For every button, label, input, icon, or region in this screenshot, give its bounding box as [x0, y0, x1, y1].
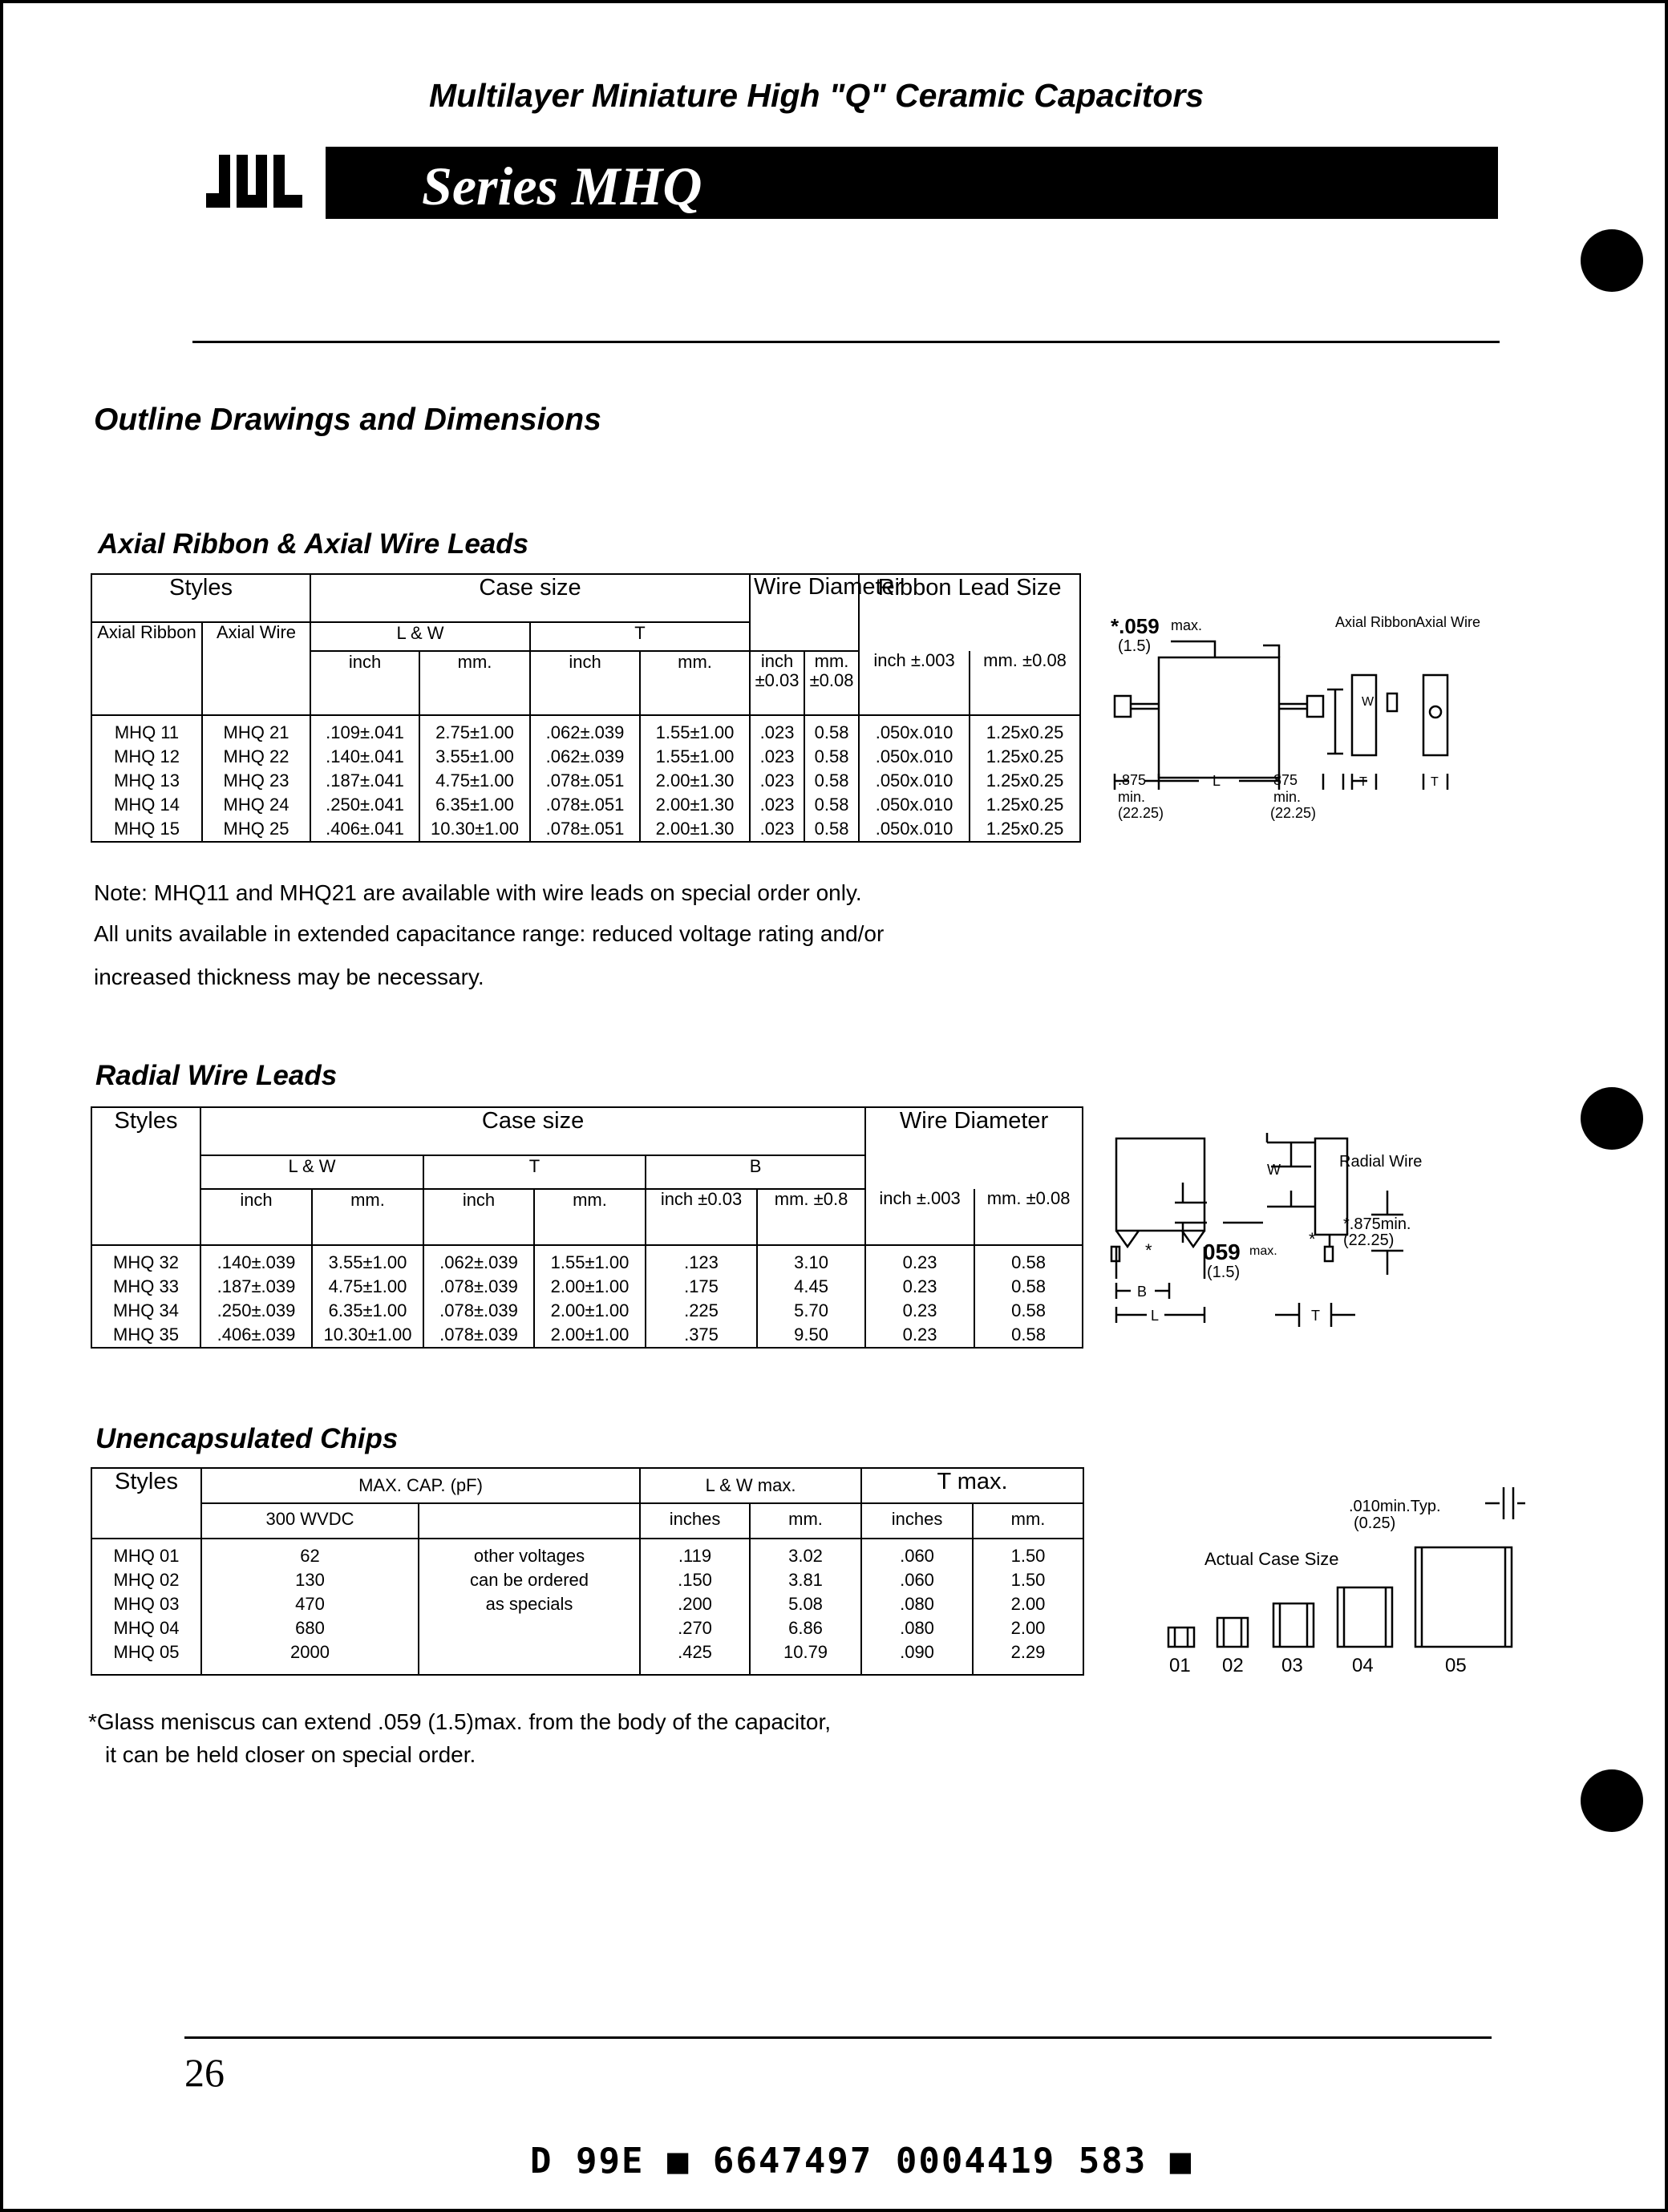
- lw-inch-col: [640, 1539, 750, 1675]
- rl-mm-header: mm. ±0.08: [970, 651, 1080, 715]
- min-typ-label: .010min.Typ.: [1349, 1498, 1441, 1515]
- actual-case-size-drawing: [1155, 1483, 1532, 1684]
- b-mm-header: mm. ±0.8: [757, 1189, 865, 1245]
- table-cell: .023: [759, 819, 795, 839]
- series-title: Series MHQ: [422, 156, 702, 216]
- table-cell: 10.30±1.00: [323, 1324, 412, 1345]
- table-cell: 10.30±1.00: [431, 819, 519, 839]
- lead-min-length: .875: [1118, 772, 1147, 788]
- table-cell: 1.25x0.25: [986, 819, 1064, 839]
- lead-mm-label-right: (22.25): [1270, 805, 1317, 821]
- capacitor-body-outline: [1159, 657, 1279, 778]
- table-cell: 0.23: [902, 1252, 937, 1272]
- lead-min-label-right: min.: [1273, 789, 1302, 805]
- table-cell: .187±.041: [326, 770, 404, 791]
- rl-inch-header: inch ±.003: [859, 651, 970, 715]
- table-cell: 2.00±1.00: [550, 1324, 630, 1345]
- table-cell: .150: [678, 1570, 712, 1590]
- table-cell: MHQ 14: [114, 795, 180, 815]
- table-cell: .062±.039: [439, 1252, 518, 1272]
- table-cell: .050x.010: [875, 770, 953, 791]
- lw-max-header: L & W max.: [640, 1468, 861, 1503]
- t-label: T: [1431, 775, 1439, 789]
- company-logo: [203, 147, 306, 219]
- case-outline-01: [1168, 1628, 1194, 1647]
- meniscus-dim: 059: [1203, 1239, 1241, 1264]
- table-cell: 2.00±1.30: [655, 770, 735, 791]
- actual-case-size-label: Actual Case Size: [1204, 1549, 1339, 1569]
- table-cell: 0.58: [814, 746, 849, 766]
- table-cell: MHQ 11: [114, 722, 180, 742]
- table-cell: .225: [684, 1300, 719, 1320]
- note-line: other voltages: [473, 1546, 585, 1566]
- table-cell: .250±.041: [326, 795, 404, 815]
- table-cell: .375: [684, 1324, 719, 1345]
- case-outline-05: [1415, 1547, 1512, 1647]
- table-cell: 62: [300, 1546, 320, 1566]
- wd-mm-header: mm. ±0.08: [974, 1189, 1083, 1245]
- radial-wire-label: Radial Wire: [1339, 1153, 1423, 1171]
- t-label: T: [1311, 1308, 1320, 1324]
- table-cell: MHQ 03: [113, 1594, 180, 1614]
- glass-meniscus-marker: *: [1309, 1229, 1316, 1249]
- radial-heading: Radial Wire Leads: [95, 1060, 338, 1091]
- wire-style-col: [202, 715, 310, 842]
- table-cell: 1.50: [1010, 1570, 1046, 1590]
- t-inch-header: inch: [530, 651, 640, 715]
- page-number: 26: [184, 2050, 225, 2095]
- ribbon-lead-right: [1307, 696, 1323, 717]
- wire-diameter-header: Wire Diameter: [750, 574, 859, 651]
- table-cell: .078±.051: [545, 795, 625, 815]
- table-cell: 1.55±1.00: [655, 746, 735, 766]
- w-label: W: [1362, 695, 1374, 709]
- table-cell: .023: [759, 746, 795, 766]
- empty-cell: [419, 1503, 640, 1539]
- footer-divider: [184, 2036, 1492, 2039]
- axial-ribbon-end-view: [1352, 675, 1376, 755]
- t-mm-header: mm.: [640, 651, 750, 715]
- t-mm-col: [973, 1539, 1083, 1675]
- table-cell: 1.25x0.25: [986, 746, 1064, 766]
- table-cell: .175: [684, 1276, 719, 1296]
- lw-inch-header: inch: [200, 1189, 312, 1245]
- dim-max-label: max.: [1171, 617, 1203, 633]
- empty-cell: [91, 1189, 200, 1245]
- table-cell: MHQ 02: [113, 1570, 180, 1590]
- table-cell: 5.08: [788, 1594, 823, 1614]
- table-cell: 2.00±1.00: [550, 1300, 630, 1320]
- other-voltages-note: [419, 1539, 640, 1675]
- case-label-03: 03: [1281, 1655, 1303, 1676]
- lw-mm-col: [750, 1539, 861, 1675]
- t-inch-col: [530, 715, 640, 842]
- binder-hole: [1581, 1769, 1643, 1832]
- table-cell: 3.02: [788, 1546, 823, 1566]
- table-cell: .140±.039: [217, 1252, 296, 1272]
- table-cell: .123: [684, 1252, 719, 1272]
- lead-min-label: min.: [1118, 789, 1146, 805]
- table-cell: .023: [759, 795, 795, 815]
- l-label: L: [1213, 773, 1221, 789]
- lw-inch-col: [200, 1245, 312, 1348]
- lw-mm-col: [419, 715, 530, 842]
- table-cell: MHQ 24: [223, 795, 289, 815]
- table-cell: .062±.039: [545, 722, 625, 742]
- ribbon-lead-left: [1115, 696, 1131, 717]
- t-max-header: T max.: [861, 1468, 1083, 1503]
- t-inch-header: inch: [423, 1189, 534, 1245]
- lw-mm-header: mm.: [312, 1189, 423, 1245]
- table-cell: 1.25x0.25: [986, 722, 1064, 742]
- table-cell: MHQ 12: [114, 746, 180, 766]
- case-label-02: 02: [1222, 1655, 1244, 1676]
- t-inch-col: [423, 1245, 534, 1348]
- table-cell: .406±.041: [326, 819, 404, 839]
- table-cell: 2.00: [1010, 1594, 1046, 1614]
- lw-mm-header: mm.: [750, 1503, 861, 1539]
- axial-wire-header: Axial Wire: [202, 622, 310, 715]
- table-cell: 2.29: [1010, 1642, 1046, 1662]
- table-cell: .078±.039: [439, 1324, 518, 1345]
- wd-inch-col: [865, 1245, 974, 1348]
- dim-mm-label: (1.5): [1118, 637, 1152, 655]
- table-cell: .050x.010: [875, 722, 953, 742]
- table-cell: 0.58: [814, 722, 849, 742]
- axial-heading: Axial Ribbon & Axial Wire Leads: [98, 528, 529, 560]
- ribbon-lead-header: Ribbon Lead Size: [859, 574, 1080, 651]
- t-mm-col: [534, 1245, 646, 1348]
- table-cell: 5.70: [794, 1300, 828, 1320]
- table-cell: 3.10: [794, 1252, 828, 1272]
- note-line: increased thickness may be necessary.: [94, 964, 484, 989]
- t-inch-col: [861, 1539, 973, 1675]
- wd-inch-col: [750, 715, 804, 842]
- table-cell: 0.58: [814, 795, 849, 815]
- section-title: Outline Drawings and Dimensions: [94, 402, 601, 437]
- table-cell: MHQ 35: [113, 1324, 179, 1345]
- note-line: can be ordered: [470, 1570, 589, 1590]
- table-cell: 130: [295, 1570, 325, 1590]
- lw-inch-header: inch: [310, 651, 419, 715]
- table-cell: .425: [678, 1642, 712, 1662]
- lead-length-dim: *.059: [1111, 614, 1160, 638]
- table-cell: 6.35±1.00: [328, 1300, 407, 1320]
- dim-mm-label: (1.5): [1207, 1264, 1241, 1281]
- table-cell: MHQ 25: [223, 819, 289, 839]
- lead-min-length-right: 875: [1273, 772, 1298, 788]
- t-label: T: [1359, 775, 1367, 789]
- ribbon-style-col: [91, 715, 202, 842]
- style-col: [91, 1539, 201, 1675]
- case-label-05: 05: [1445, 1655, 1467, 1676]
- t-inches-header: inches: [861, 1503, 973, 1539]
- footer-code: D 99E ■ 6647497 0004419 583 ■: [530, 2141, 1193, 2182]
- table-cell: 0.58: [1011, 1276, 1046, 1296]
- table-cell: 9.50: [794, 1324, 828, 1345]
- table-cell: .060: [900, 1546, 934, 1566]
- table-cell: 0.58: [1011, 1324, 1046, 1345]
- axial-ribbon-label: Axial Ribbon: [1335, 614, 1417, 630]
- table-cell: MHQ 01: [113, 1546, 180, 1566]
- axial-wire-end-view: [1423, 675, 1447, 755]
- table-cell: 4.75±1.00: [435, 770, 514, 791]
- table-cell: 2000: [290, 1642, 330, 1662]
- note-line: Note: MHQ11 and MHQ21 are available with wire leads on special order only.: [94, 880, 862, 905]
- table-cell: .140±.041: [326, 746, 404, 766]
- rl-mm-col: [970, 715, 1080, 842]
- table-cell: MHQ 34: [113, 1300, 179, 1320]
- table-cell: 680: [295, 1618, 325, 1638]
- table-cell: .109±.041: [326, 722, 404, 742]
- table-cell: .078±.039: [439, 1300, 518, 1320]
- footnote-line: it can be held closer on special order.: [105, 1742, 476, 1767]
- table-cell: 4.45: [794, 1276, 828, 1296]
- table-cell: 3.55±1.00: [435, 746, 514, 766]
- axial-wire-label: Axial Wire: [1415, 614, 1481, 630]
- styles-header: Styles: [91, 574, 310, 622]
- table-cell: .090: [900, 1642, 934, 1662]
- case-size-header: Case size: [310, 574, 750, 622]
- wire-diameter-header: Wire Diameter: [865, 1107, 1083, 1189]
- chips-table: [91, 1467, 1084, 1676]
- b-inch-header: inch ±0.03: [646, 1189, 757, 1245]
- radial-dimensions-table: [91, 1106, 1083, 1349]
- axial-lead-drawing: [1107, 609, 1524, 834]
- case-size-header: Case size: [200, 1107, 865, 1155]
- table-cell: 1.50: [1010, 1546, 1046, 1566]
- table-cell: .023: [759, 770, 795, 791]
- case-label-04: 04: [1352, 1655, 1374, 1676]
- chips-heading: Unencapsulated Chips: [95, 1423, 399, 1454]
- lw-header: L & W: [200, 1155, 423, 1189]
- table-cell: MHQ 13: [114, 770, 180, 791]
- table-cell: 0.58: [814, 819, 849, 839]
- table-cell: .023: [759, 722, 795, 742]
- table-cell: 6.86: [788, 1618, 823, 1638]
- lead-mm-label: (22.25): [1343, 1231, 1395, 1249]
- table-cell: .078±.039: [439, 1276, 518, 1296]
- capacitor-body-outline: [1116, 1138, 1204, 1231]
- table-cell: 2.00±1.00: [550, 1276, 630, 1296]
- t-mm-col: [640, 715, 750, 842]
- table-cell: 10.79: [783, 1642, 828, 1662]
- table-cell: .050x.010: [875, 819, 953, 839]
- table-cell: MHQ 21: [223, 722, 289, 742]
- table-cell: 1.55±1.00: [550, 1252, 630, 1272]
- table-cell: 2.00±1.30: [655, 795, 735, 815]
- note-line: as specials: [485, 1594, 573, 1614]
- table-cell: 2.75±1.00: [435, 722, 514, 742]
- rl-inch-col: [859, 715, 970, 842]
- table-cell: .060: [900, 1570, 934, 1590]
- table-cell: MHQ 22: [223, 746, 289, 766]
- t-mm-header: mm.: [534, 1189, 646, 1245]
- lw-inches-header: inches: [640, 1503, 750, 1539]
- table-cell: .080: [900, 1594, 934, 1614]
- table-cell: MHQ 05: [113, 1642, 180, 1662]
- table-cell: 0.58: [1011, 1300, 1046, 1320]
- table-cell: .080: [900, 1618, 934, 1638]
- table-cell: .062±.039: [545, 746, 625, 766]
- table-cell: 0.58: [814, 770, 849, 791]
- case-label-01: 01: [1169, 1655, 1191, 1676]
- w-label: W: [1267, 1162, 1281, 1178]
- series-banner: [326, 147, 1498, 219]
- table-cell: MHQ 15: [114, 819, 180, 839]
- wd-mm-col: [974, 1245, 1083, 1348]
- table-cell: 6.35±1.00: [435, 795, 514, 815]
- glass-meniscus-marker: *: [1145, 1240, 1152, 1260]
- table-cell: MHQ 33: [113, 1276, 179, 1296]
- binder-hole: [1581, 1087, 1643, 1150]
- styles-header: Styles: [91, 1107, 200, 1189]
- footnote-line: *Glass meniscus can extend .059 (1.5)max. from the body of the capacitor,: [88, 1709, 832, 1734]
- t-header: T: [423, 1155, 646, 1189]
- lead-min-length: *.875min.: [1343, 1215, 1411, 1233]
- b-mm-col: [757, 1245, 865, 1348]
- binder-hole: [1581, 229, 1643, 292]
- lw-mm-col: [312, 1245, 423, 1348]
- b-label: B: [1137, 1284, 1148, 1300]
- table-cell: 470: [295, 1594, 325, 1614]
- table-cell: 1.25x0.25: [986, 795, 1064, 815]
- styles-header: Styles: [91, 1468, 201, 1539]
- table-cell: 1.55±1.00: [655, 722, 735, 742]
- table-cell: 3.55±1.00: [328, 1252, 407, 1272]
- table-cell: 0.23: [902, 1324, 937, 1345]
- table-cell: .078±.051: [545, 770, 625, 791]
- t-mm-header: mm.: [973, 1503, 1083, 1539]
- table-cell: 0.23: [902, 1276, 937, 1296]
- radial-lead-drawing: [1107, 1126, 1476, 1343]
- wvdc-header: 300 WVDC: [201, 1503, 419, 1539]
- table-cell: .078±.051: [545, 819, 625, 839]
- wd-mm-col: [804, 715, 859, 842]
- table-cell: .270: [678, 1618, 712, 1638]
- axial-ribbon-header: Axial Ribbon: [91, 622, 202, 715]
- lw-inch-col: [310, 715, 419, 842]
- wd-mm-header: mm. ±0.08: [804, 651, 859, 715]
- cap-col: [201, 1539, 419, 1675]
- wd-inch-header: inch ±.003: [865, 1189, 974, 1245]
- table-cell: 0.23: [902, 1300, 937, 1320]
- table-cell: 2.00: [1010, 1618, 1046, 1638]
- style-col: [91, 1245, 200, 1348]
- table-cell: MHQ 32: [113, 1252, 179, 1272]
- table-cell: .406±.039: [217, 1324, 296, 1345]
- table-cell: 3.81: [788, 1570, 823, 1590]
- axial-dimensions-table: [91, 573, 1081, 843]
- table-cell: .119: [678, 1546, 712, 1566]
- table-cell: .187±.039: [217, 1276, 296, 1296]
- l-label: L: [1151, 1308, 1160, 1324]
- document-title: Multilayer Miniature High "Q" Ceramic Capacitors: [429, 77, 1204, 114]
- t-header: T: [530, 622, 750, 651]
- lw-mm-header: mm.: [419, 651, 530, 715]
- table-cell: MHQ 04: [113, 1618, 180, 1638]
- table-cell: MHQ 23: [223, 770, 289, 791]
- table-cell: .050x.010: [875, 795, 953, 815]
- divider: [192, 341, 1500, 343]
- lw-header: L & W: [310, 622, 530, 651]
- b-inch-col: [646, 1245, 757, 1348]
- case-outline-02: [1217, 1618, 1248, 1647]
- table-cell: 4.75±1.00: [328, 1276, 407, 1296]
- table-cell: .050x.010: [875, 746, 953, 766]
- case-outline-04: [1338, 1587, 1392, 1647]
- table-cell: 2.00±1.30: [655, 819, 735, 839]
- min-typ-mm-label: (0.25): [1354, 1514, 1396, 1532]
- b-header: B: [646, 1155, 865, 1189]
- wd-inch-header: inch ±0.03: [750, 651, 804, 715]
- table-cell: .250±.039: [217, 1300, 296, 1320]
- max-cap-header: MAX. CAP. (pF): [201, 1468, 640, 1503]
- dim-max-label: max.: [1249, 1244, 1277, 1258]
- lead-mm-label: (22.25): [1118, 805, 1164, 821]
- table-cell: 0.58: [1011, 1252, 1046, 1272]
- note-line: All units available in extended capacitance range: reduced voltage rating and/or: [94, 921, 885, 946]
- table-cell: 1.25x0.25: [986, 770, 1064, 791]
- table-cell: .200: [678, 1594, 712, 1614]
